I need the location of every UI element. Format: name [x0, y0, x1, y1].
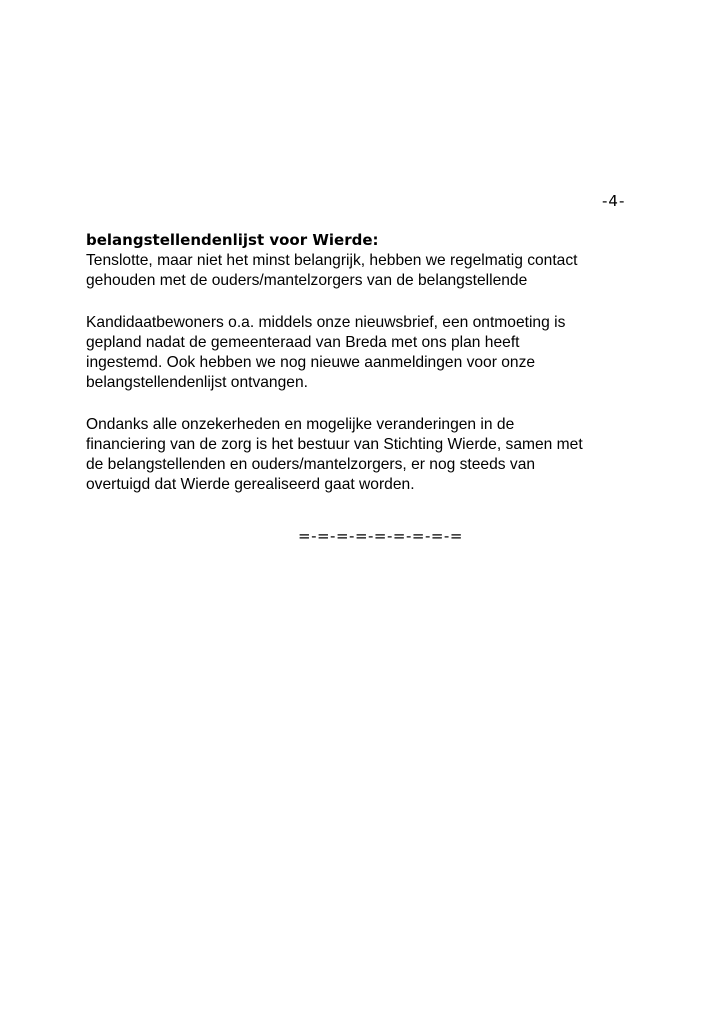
- page-number: -4-: [602, 192, 626, 210]
- paragraph-line: gehouden met de ouders/mantelzorgers van de belangstellende: [86, 272, 528, 289]
- paragraph-line: de belangstellenden en ouders/mantelzorgers, er nog steeds van: [86, 456, 536, 473]
- paragraph-line: financiering van de zorg is het bestuur van Stichting Wierde, samen met: [86, 436, 583, 453]
- paragraph-line: belangstellendenlijst ontvangen.: [86, 374, 308, 391]
- paragraph-candidates: [86, 313, 646, 393]
- section-separator: =-=-=-=-=-=-=-=-=: [298, 527, 463, 545]
- paragraph-line: Tenslotte, maar niet het minst belangrijk, hebben we regelmatig contact: [86, 252, 578, 269]
- paragraph-line: gepland nadat de gemeenteraad van Breda met ons plan heeft: [86, 334, 520, 351]
- paragraph-conclusion: [86, 415, 646, 495]
- paragraph-line: overtuigd dat Wierde gerealiseerd gaat worden.: [86, 476, 415, 493]
- section-heading: belangstellendenlijst voor Wierde:: [86, 231, 379, 249]
- paragraph-line: ingestemd. Ook hebben we nog nieuwe aanmeldingen voor onze: [86, 354, 536, 371]
- paragraph-contact: [86, 251, 646, 291]
- paragraph-line: Ondanks alle onzekerheden en mogelijke veranderingen in de: [86, 416, 515, 433]
- document-body: [86, 229, 646, 495]
- paragraph-line: Kandidaatbewoners o.a. middels onze nieuwsbrief, een ontmoeting is: [86, 314, 566, 331]
